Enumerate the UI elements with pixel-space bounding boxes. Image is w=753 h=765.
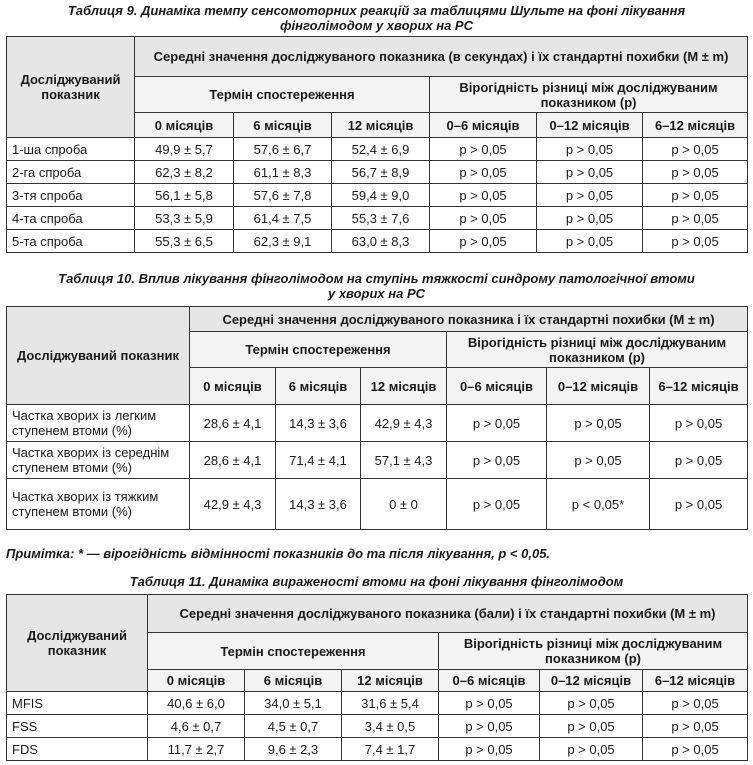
cell: р > 0,05 xyxy=(537,230,643,253)
cell: 57,6 ± 7,8 xyxy=(234,184,332,207)
table9-col-6m: 6 місяців xyxy=(234,113,332,138)
table10-header-sig: Вірогідність різниці між досліджуваним показником (р) xyxy=(447,332,748,368)
note-text: Примітка: * — вірогідність відмінності показників до та після лікування, р < 0,05. xyxy=(6,546,551,561)
table-row xyxy=(7,161,748,184)
table-row xyxy=(7,138,748,161)
row-label: 1-ша спроба xyxy=(7,138,135,161)
table9-caption-line1: Таблиця 9. Динаміка темпу сенсомоторних реакцій за таблицями Шульте на фоні лікування xyxy=(67,3,686,18)
cell: р > 0,05 xyxy=(537,138,643,161)
cell: 71,4 ± 4,1 xyxy=(276,442,361,479)
row-label: 4-та спроба xyxy=(7,207,135,230)
row-label: Частка хворих із тяжким ступенем втоми (%) xyxy=(7,479,190,530)
table-row xyxy=(7,184,748,207)
cell: р > 0,05 xyxy=(643,161,748,184)
table9-col-12m: 12 місяців xyxy=(332,113,430,138)
cell: 57,6 ± 6,7 xyxy=(234,138,332,161)
table-row xyxy=(7,738,748,761)
table10-col-12m: 12 місяців xyxy=(361,368,447,405)
cell: 59,4 ± 9,0 xyxy=(332,184,430,207)
cell: 7,4 ± 1,7 xyxy=(342,738,439,761)
table10-header-param: Досліджуваний показник xyxy=(7,307,190,405)
cell: 42,9 ± 4,3 xyxy=(361,405,447,442)
row-label: Частка хворих із середнім ступенем втоми (%) xyxy=(7,442,190,479)
table11-col-0m: 0 місяців xyxy=(148,670,245,692)
cell: 14,3 ± 3,6 xyxy=(276,479,361,530)
cell: р > 0,05 xyxy=(430,184,537,207)
table-row xyxy=(7,405,748,442)
table11-header-param: Досліджуваний показник xyxy=(7,595,148,692)
cell: 4,5 ± 0,7 xyxy=(245,715,342,738)
cell: р > 0,05 xyxy=(540,738,643,761)
cell: р > 0,05 xyxy=(447,479,547,530)
cell: р > 0,05 xyxy=(430,161,537,184)
row-label: 5-та спроба xyxy=(7,230,135,253)
table10-header-means: Середні значення досліджуваного показника і їх стандартні похибки (M ± m) xyxy=(190,307,748,332)
table9 xyxy=(6,36,748,253)
table9-header-sig: Вірогідність різниці між досліджуваним показником (р) xyxy=(430,77,748,113)
table11-header-means: Середні значення досліджуваного показника (бали) і їх стандартні похибки (M ± m) xyxy=(148,595,748,633)
cell: р > 0,05 xyxy=(439,715,540,738)
table9-col-0-6: 0–6 місяців xyxy=(430,113,537,138)
cell: 55,3 ± 7,6 xyxy=(332,207,430,230)
table11-caption-line1: Таблиця 11. Динаміка вираженості втоми на фоні лікування фінголімодом xyxy=(129,574,624,589)
cell: р > 0,05 xyxy=(547,405,650,442)
cell: 40,6 ± 6,0 xyxy=(148,692,245,715)
cell: р > 0,05 xyxy=(439,692,540,715)
cell: р > 0,05 xyxy=(643,138,748,161)
cell: 28,6 ± 4,1 xyxy=(190,405,276,442)
table10-header-term: Термін спостереження xyxy=(190,332,447,368)
table9-caption xyxy=(6,3,747,33)
row-label: FSS xyxy=(7,715,148,738)
cell: 34,0 ± 5,1 xyxy=(245,692,342,715)
cell: 9,6 ± 2,3 xyxy=(245,738,342,761)
cell: 49,9 ± 5,7 xyxy=(135,138,234,161)
cell: р > 0,05 xyxy=(547,442,650,479)
cell: 31,6 ± 5,4 xyxy=(342,692,439,715)
table10-col-0m: 0 місяців xyxy=(190,368,276,405)
cell: 53,3 ± 5,9 xyxy=(135,207,234,230)
table10-caption-line2: у хворих на РС xyxy=(327,286,426,301)
table9-col-0-12: 0–12 місяців xyxy=(537,113,643,138)
row-label: Частка хворих із легким ступенем втоми (%) xyxy=(7,405,190,442)
cell: р > 0,05 xyxy=(650,479,748,530)
cell: 52,4 ± 6,9 xyxy=(332,138,430,161)
cell: 56,7 ± 8,9 xyxy=(332,161,430,184)
table11-col-6-12: 6–12 місяців xyxy=(643,670,748,692)
cell: р > 0,05 xyxy=(447,442,547,479)
cell: 56,1 ± 5,8 xyxy=(135,184,234,207)
cell: р > 0,05 xyxy=(650,405,748,442)
table10-col-0-12: 0–12 місяців xyxy=(547,368,650,405)
cell: 63,0 ± 8,3 xyxy=(332,230,430,253)
cell: 14,3 ± 3,6 xyxy=(276,405,361,442)
cell: 28,6 ± 4,1 xyxy=(190,442,276,479)
cell: р > 0,05 xyxy=(430,207,537,230)
cell: р > 0,05 xyxy=(430,138,537,161)
table-row xyxy=(7,207,748,230)
table-row xyxy=(7,692,748,715)
table9-header-term: Термін спостереження xyxy=(135,77,430,113)
table-row xyxy=(7,230,748,253)
cell: р > 0,05 xyxy=(430,230,537,253)
cell: р < 0,05* xyxy=(547,479,650,530)
table9-col-0m: 0 місяців xyxy=(135,113,234,138)
cell: 11,7 ± 2,7 xyxy=(148,738,245,761)
table9-header-param: Досліджуваний показник xyxy=(7,37,135,138)
cell: р > 0,05 xyxy=(540,692,643,715)
cell: р > 0,05 xyxy=(643,715,748,738)
table9-col-6-12: 6–12 місяців xyxy=(643,113,748,138)
table11 xyxy=(6,594,748,761)
cell: 3,4 ± 0,5 xyxy=(342,715,439,738)
table11-header-term: Термін спостереження xyxy=(148,633,439,670)
cell: р > 0,05 xyxy=(650,442,748,479)
cell: р > 0,05 xyxy=(540,715,643,738)
table-row xyxy=(7,479,748,530)
table11-header-sig: Вірогідність різниці між досліджуваним показником (р) xyxy=(439,633,748,670)
cell: 61,1 ± 8,3 xyxy=(234,161,332,184)
cell: р > 0,05 xyxy=(447,405,547,442)
row-label: 3-тя спроба xyxy=(7,184,135,207)
cell: 57,1 ± 4,3 xyxy=(361,442,447,479)
table11-col-0-6: 0–6 місяців xyxy=(439,670,540,692)
cell: р > 0,05 xyxy=(439,738,540,761)
row-label: FDS xyxy=(7,738,148,761)
table10 xyxy=(6,306,748,530)
table-row xyxy=(7,442,748,479)
table11-col-0-12: 0–12 місяців xyxy=(540,670,643,692)
table11-caption xyxy=(6,574,747,589)
table11-col-6m: 6 місяців xyxy=(245,670,342,692)
cell: 0 ± 0 xyxy=(361,479,447,530)
table10-caption xyxy=(6,271,747,301)
cell: 62,3 ± 9,1 xyxy=(234,230,332,253)
table11-col-12m: 12 місяців xyxy=(342,670,439,692)
row-label: 2-га спроба xyxy=(7,161,135,184)
cell: р > 0,05 xyxy=(537,161,643,184)
row-label: MFIS xyxy=(7,692,148,715)
table10-col-6m: 6 місяців xyxy=(276,368,361,405)
cell: р > 0,05 xyxy=(537,207,643,230)
cell: р > 0,05 xyxy=(643,230,748,253)
table10-col-0-6: 0–6 місяців xyxy=(447,368,547,405)
table9-caption-line2: фінголімодом у хворих на РС xyxy=(279,18,473,33)
table10-note xyxy=(6,546,747,561)
cell: 4,6 ± 0,7 xyxy=(148,715,245,738)
cell: 61,4 ± 7,5 xyxy=(234,207,332,230)
table9-header-means: Середні значення досліджуваного показника (в секундах) і їх стандартні похибки (M ± m) xyxy=(135,37,748,77)
table-row xyxy=(7,715,748,738)
cell: 42,9 ± 4,3 xyxy=(190,479,276,530)
cell: р > 0,05 xyxy=(643,692,748,715)
cell: р > 0,05 xyxy=(643,184,748,207)
cell: р > 0,05 xyxy=(643,738,748,761)
table10-col-6-12: 6–12 місяців xyxy=(650,368,748,405)
cell: р > 0,05 xyxy=(537,184,643,207)
table10-caption-line1: Таблиця 10. Вплив лікування фінголімодом на ступінь тяжкості синдрому патологічної втоми xyxy=(58,271,695,286)
cell: 55,3 ± 6,5 xyxy=(135,230,234,253)
cell: р > 0,05 xyxy=(643,207,748,230)
cell: 62,3 ± 8,2 xyxy=(135,161,234,184)
